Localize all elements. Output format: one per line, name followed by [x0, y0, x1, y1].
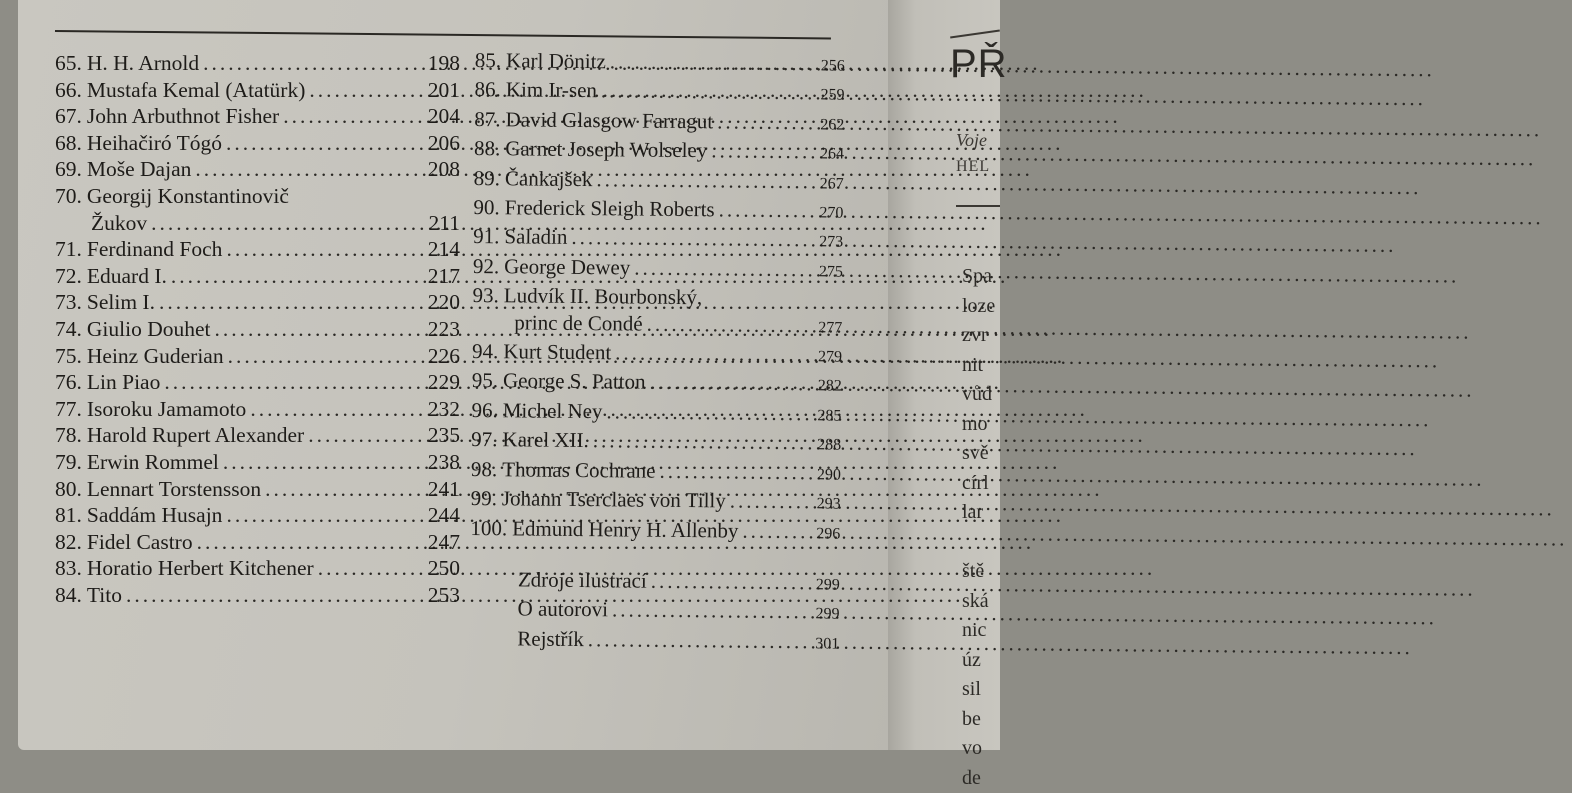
right-page-text-line: úz	[962, 646, 1000, 676]
entry-page-number: 247	[428, 529, 460, 556]
entry-title: Thomas Cochrane	[502, 456, 656, 484]
entry-number: 99.	[471, 485, 498, 512]
entry-title: Tito	[87, 582, 122, 609]
entry-title: O autorovi	[517, 596, 608, 623]
entry-title: David Glasgow Farragut	[505, 106, 713, 134]
toc-entry	[474, 106, 844, 139]
toc-entry	[55, 50, 460, 77]
toc-column-right	[469, 47, 845, 658]
entry-number: 100.	[470, 514, 507, 541]
entry-page-number: 270	[819, 200, 843, 227]
entry-page-number: 267	[820, 171, 844, 198]
dot-leader	[612, 597, 812, 625]
entry-page-number: 217	[428, 263, 460, 290]
entry-number: 74.	[55, 316, 82, 343]
right-page-rule	[956, 205, 1000, 207]
entry-title: Kim Ir-sen	[506, 77, 597, 104]
dot-leader	[203, 50, 424, 77]
dot-leader	[164, 369, 423, 396]
right-page-text-line: nit	[962, 351, 1000, 381]
entry-number: 71.	[55, 236, 82, 263]
entry-page-number: 290	[817, 462, 841, 489]
dot-leader	[719, 196, 816, 223]
entry-title: H. H. Arnold	[87, 50, 199, 77]
entry-number: 82.	[55, 529, 82, 556]
entry-number: 95.	[472, 367, 499, 394]
entry-title: Heihačiró Tógó	[87, 130, 222, 157]
dot-leader	[601, 78, 817, 106]
entry-page-number: 285	[817, 403, 841, 430]
toc-entry	[55, 210, 460, 237]
dot-leader	[593, 427, 814, 456]
entry-page-number: 293	[816, 491, 840, 518]
toc-entry	[471, 426, 841, 459]
entry-number: 91.	[473, 223, 500, 250]
entry-number: 88.	[474, 135, 501, 162]
dot-leader	[159, 289, 424, 316]
entry-page-number: 253	[428, 582, 460, 609]
toc-entry	[55, 422, 460, 449]
toc-entry	[474, 76, 844, 109]
dot-leader	[742, 517, 812, 544]
entry-page-number: 275	[819, 259, 843, 286]
dot-leader	[649, 369, 813, 397]
entry-page-number: 223	[428, 316, 460, 343]
right-page-text-line: lar	[962, 498, 1000, 528]
entry-title: Moše Dajan	[87, 156, 192, 183]
right-page-text-line: zvr	[962, 321, 1000, 351]
right-page-text-line: sil	[962, 675, 1000, 705]
entry-title: Karl Dönitz	[506, 47, 606, 74]
entry-page-number: 301	[815, 631, 839, 658]
entry-title: George S. Patton	[503, 368, 646, 396]
entry-page-number: 206	[428, 130, 460, 157]
right-page-text-line: vůd	[962, 380, 1000, 410]
entry-number: 77.	[55, 396, 82, 423]
entry-page-number: 204	[428, 103, 460, 130]
entry-page-number: 226	[428, 343, 460, 370]
entry-title: Čankajšek	[505, 165, 593, 192]
dot-leader	[250, 396, 423, 423]
right-page-text-line: mo	[962, 410, 1000, 440]
entry-number: 80.	[55, 476, 82, 503]
entry-page-number: 262	[820, 112, 844, 139]
right-page-text-line: ská	[962, 587, 1000, 617]
toc-entry	[55, 369, 460, 396]
dot-leader	[283, 103, 424, 130]
dot-leader	[717, 108, 816, 135]
toc-entry	[55, 130, 460, 157]
toc-entry	[474, 165, 844, 198]
toc-entry	[55, 263, 460, 290]
right-page-text-line: nic	[962, 616, 1000, 646]
entry-title: Kurt Student	[503, 338, 611, 365]
entry-title: George Dewey	[504, 253, 630, 281]
entry-title: Garnet Joseph Wolseley	[505, 136, 707, 164]
toc-entry	[55, 289, 460, 316]
entry-number: 76.	[55, 369, 82, 396]
entry-page-number: 244	[428, 502, 460, 529]
toc-entry	[55, 396, 460, 423]
dot-leader	[171, 263, 424, 290]
entry-number: 85.	[475, 47, 502, 74]
entry-number: 67.	[55, 103, 82, 130]
entry-page-number: 198	[428, 50, 460, 77]
toc-entry	[469, 625, 839, 658]
dot-leader	[596, 166, 816, 195]
entry-page-number: 264	[820, 142, 844, 169]
toc-entry	[473, 223, 843, 256]
toc-entry	[55, 236, 460, 263]
entry-page-number: 256	[821, 53, 845, 80]
toc-entry	[55, 555, 460, 582]
entry-number: 97.	[471, 426, 498, 453]
entry-page-number: 279	[818, 344, 842, 371]
entry-title: Michel Ney	[503, 397, 603, 424]
entry-title: Saddám Husajn	[87, 502, 223, 529]
entry-title: Eduard I.	[87, 263, 167, 290]
toc-entry	[55, 77, 460, 104]
entry-number: 66.	[55, 77, 82, 104]
right-page-text-line: de	[962, 764, 1000, 793]
right-page-text-line	[962, 528, 1000, 558]
entry-page-number: 201	[428, 77, 460, 104]
entry-number: 90.	[473, 194, 500, 221]
right-page-heading: PŘ	[950, 42, 1008, 87]
dot-leader	[151, 210, 424, 237]
entry-page-number: 211	[429, 210, 460, 237]
dot-leader	[226, 502, 423, 529]
entry-page-number: 273	[819, 230, 843, 257]
toc-entry	[55, 156, 460, 183]
entry-title: Heinz Guderian	[87, 343, 224, 370]
right-page-text-line: círl	[962, 469, 1000, 499]
toc-entry	[55, 183, 460, 210]
dot-leader	[588, 626, 812, 655]
toc-entry	[471, 485, 841, 518]
entry-number: 93.	[472, 282, 499, 309]
entry-page-number: 235	[428, 422, 460, 449]
entry-page-number: 208	[428, 156, 460, 183]
right-page-text-line: ště	[962, 557, 1000, 587]
dot-leader	[228, 343, 424, 370]
dot-leader	[606, 398, 813, 426]
dot-leader	[226, 236, 423, 263]
entry-number: 92.	[473, 253, 500, 280]
right-page-subtitle: Voje	[956, 130, 987, 151]
dot-leader	[651, 568, 812, 596]
entry-title: Selim I.	[87, 289, 155, 316]
toc-entry	[471, 456, 841, 489]
dot-leader	[610, 48, 817, 76]
toc-entry	[472, 338, 842, 371]
right-page-author: HEL	[956, 158, 990, 176]
entry-number: 96.	[471, 397, 498, 424]
entry-page-number: 296	[816, 521, 840, 548]
entry-title: Karel XII.	[502, 427, 589, 454]
dot-leader	[318, 555, 424, 582]
dot-leader	[634, 254, 815, 282]
entry-number: 70.	[55, 183, 82, 210]
toc-entry	[475, 47, 845, 80]
entry-number: 68.	[55, 130, 82, 157]
entry-number: 72.	[55, 263, 82, 290]
entry-page-number: 232	[428, 396, 460, 423]
entry-title: Zdroje ilustrací	[518, 566, 647, 594]
toc-entry	[55, 449, 460, 476]
dot-leader	[571, 224, 815, 253]
entry-page-number: 259	[820, 83, 844, 110]
entry-page-number: 238	[428, 449, 460, 476]
toc-entry	[55, 476, 460, 503]
dot-leader	[223, 449, 424, 476]
entry-page-number: 299	[815, 602, 839, 629]
entry-page-number: 229	[428, 369, 460, 396]
entry-title: Isoroku Jamamoto	[87, 396, 246, 423]
entry-number: 79.	[55, 449, 82, 476]
toc-entry	[470, 514, 840, 547]
entry-title: Fidel Castro	[87, 529, 193, 556]
entry-page-number: 288	[817, 433, 841, 460]
dot-leader	[226, 130, 424, 157]
entry-number: 73.	[55, 289, 82, 316]
right-page-text-line: svě	[962, 439, 1000, 469]
dot-leader	[197, 529, 424, 556]
toc-entry	[55, 582, 460, 609]
toc-entry	[474, 135, 844, 168]
entry-title: Horatio Herbert Kitchener	[87, 555, 314, 582]
entry-title: Johann Tserclaes von Tilly	[502, 485, 726, 514]
dot-leader	[309, 77, 423, 104]
entry-title: Ludvík II. Bourbonský,	[504, 283, 703, 311]
right-page-text-line: vo	[962, 734, 1000, 764]
dot-leader	[647, 310, 815, 338]
entry-page-number: 299	[816, 572, 840, 599]
dot-leader	[711, 137, 816, 164]
toc-entry	[55, 103, 460, 130]
dot-leader	[126, 582, 424, 609]
toc-entry	[471, 397, 841, 430]
toc-entry	[55, 502, 460, 529]
dot-leader	[615, 339, 814, 367]
toc-entry	[472, 282, 842, 312]
entry-title: Lin Piao	[87, 369, 160, 396]
entry-page-number: 250	[428, 555, 460, 582]
entry-number: 98.	[471, 456, 498, 483]
right-page-text-line: Spa	[962, 262, 1000, 292]
right-page-body-text	[962, 262, 1000, 793]
entry-title: Edmund Henry H. Allenby	[512, 515, 739, 544]
entry-number: 75.	[55, 343, 82, 370]
entry-number: 89.	[474, 165, 501, 192]
entry-number: 69.	[55, 156, 82, 183]
entry-number: 94.	[472, 338, 499, 365]
toc-entry	[469, 595, 839, 628]
dot-leader	[659, 457, 813, 485]
dot-leader	[308, 422, 424, 449]
entry-number: 83.	[55, 555, 82, 582]
entry-number: 86.	[474, 76, 501, 103]
entry-number: 65.	[55, 50, 82, 77]
entry-page-number: 220	[428, 289, 460, 316]
entry-number: 84.	[55, 582, 82, 609]
entry-title: princ de Condé	[514, 309, 643, 337]
entry-title: Saladin	[504, 224, 567, 251]
entry-page-number: 282	[818, 374, 842, 401]
entry-page-number: 241	[428, 476, 460, 503]
entry-number: 81.	[55, 502, 82, 529]
entry-title: Ferdinand Foch	[87, 236, 223, 263]
entry-title: Mustafa Kemal (Atatürk)	[87, 77, 306, 104]
toc-column-left	[55, 50, 460, 608]
dot-leader	[265, 476, 424, 503]
dot-leader	[730, 488, 813, 515]
entry-title: John Arbuthnot Fisher	[87, 103, 279, 130]
entry-title: Žukov	[91, 210, 147, 237]
entry-page-number: 277	[818, 315, 842, 342]
toc-entry	[55, 343, 460, 370]
entry-title: Harold Rupert Alexander	[87, 422, 304, 449]
toc-entry	[472, 367, 842, 400]
entry-title: Erwin Rommel	[87, 449, 219, 476]
toc-entry	[472, 309, 842, 342]
toc-entry	[473, 253, 843, 286]
entry-title: Georgij Konstantinovič	[87, 183, 289, 210]
entry-number: 78.	[55, 422, 82, 449]
toc-entry	[470, 566, 840, 599]
dot-leader	[195, 156, 423, 183]
entry-title: Frederick Sleigh Roberts	[505, 194, 715, 222]
right-page-text-line: be	[962, 705, 1000, 735]
dot-leader	[215, 316, 424, 343]
entry-title: Rejstřík	[517, 625, 584, 652]
entry-title: Giulio Douhet	[87, 316, 211, 343]
entry-title: Lennart Torstensson	[87, 476, 261, 503]
entry-page-number: 214	[428, 236, 460, 263]
toc-entry	[55, 316, 460, 343]
toc-entry	[473, 194, 843, 227]
right-page-text-line: loze	[962, 292, 1000, 322]
entry-number: 87.	[474, 106, 501, 133]
toc-entry	[55, 529, 460, 556]
